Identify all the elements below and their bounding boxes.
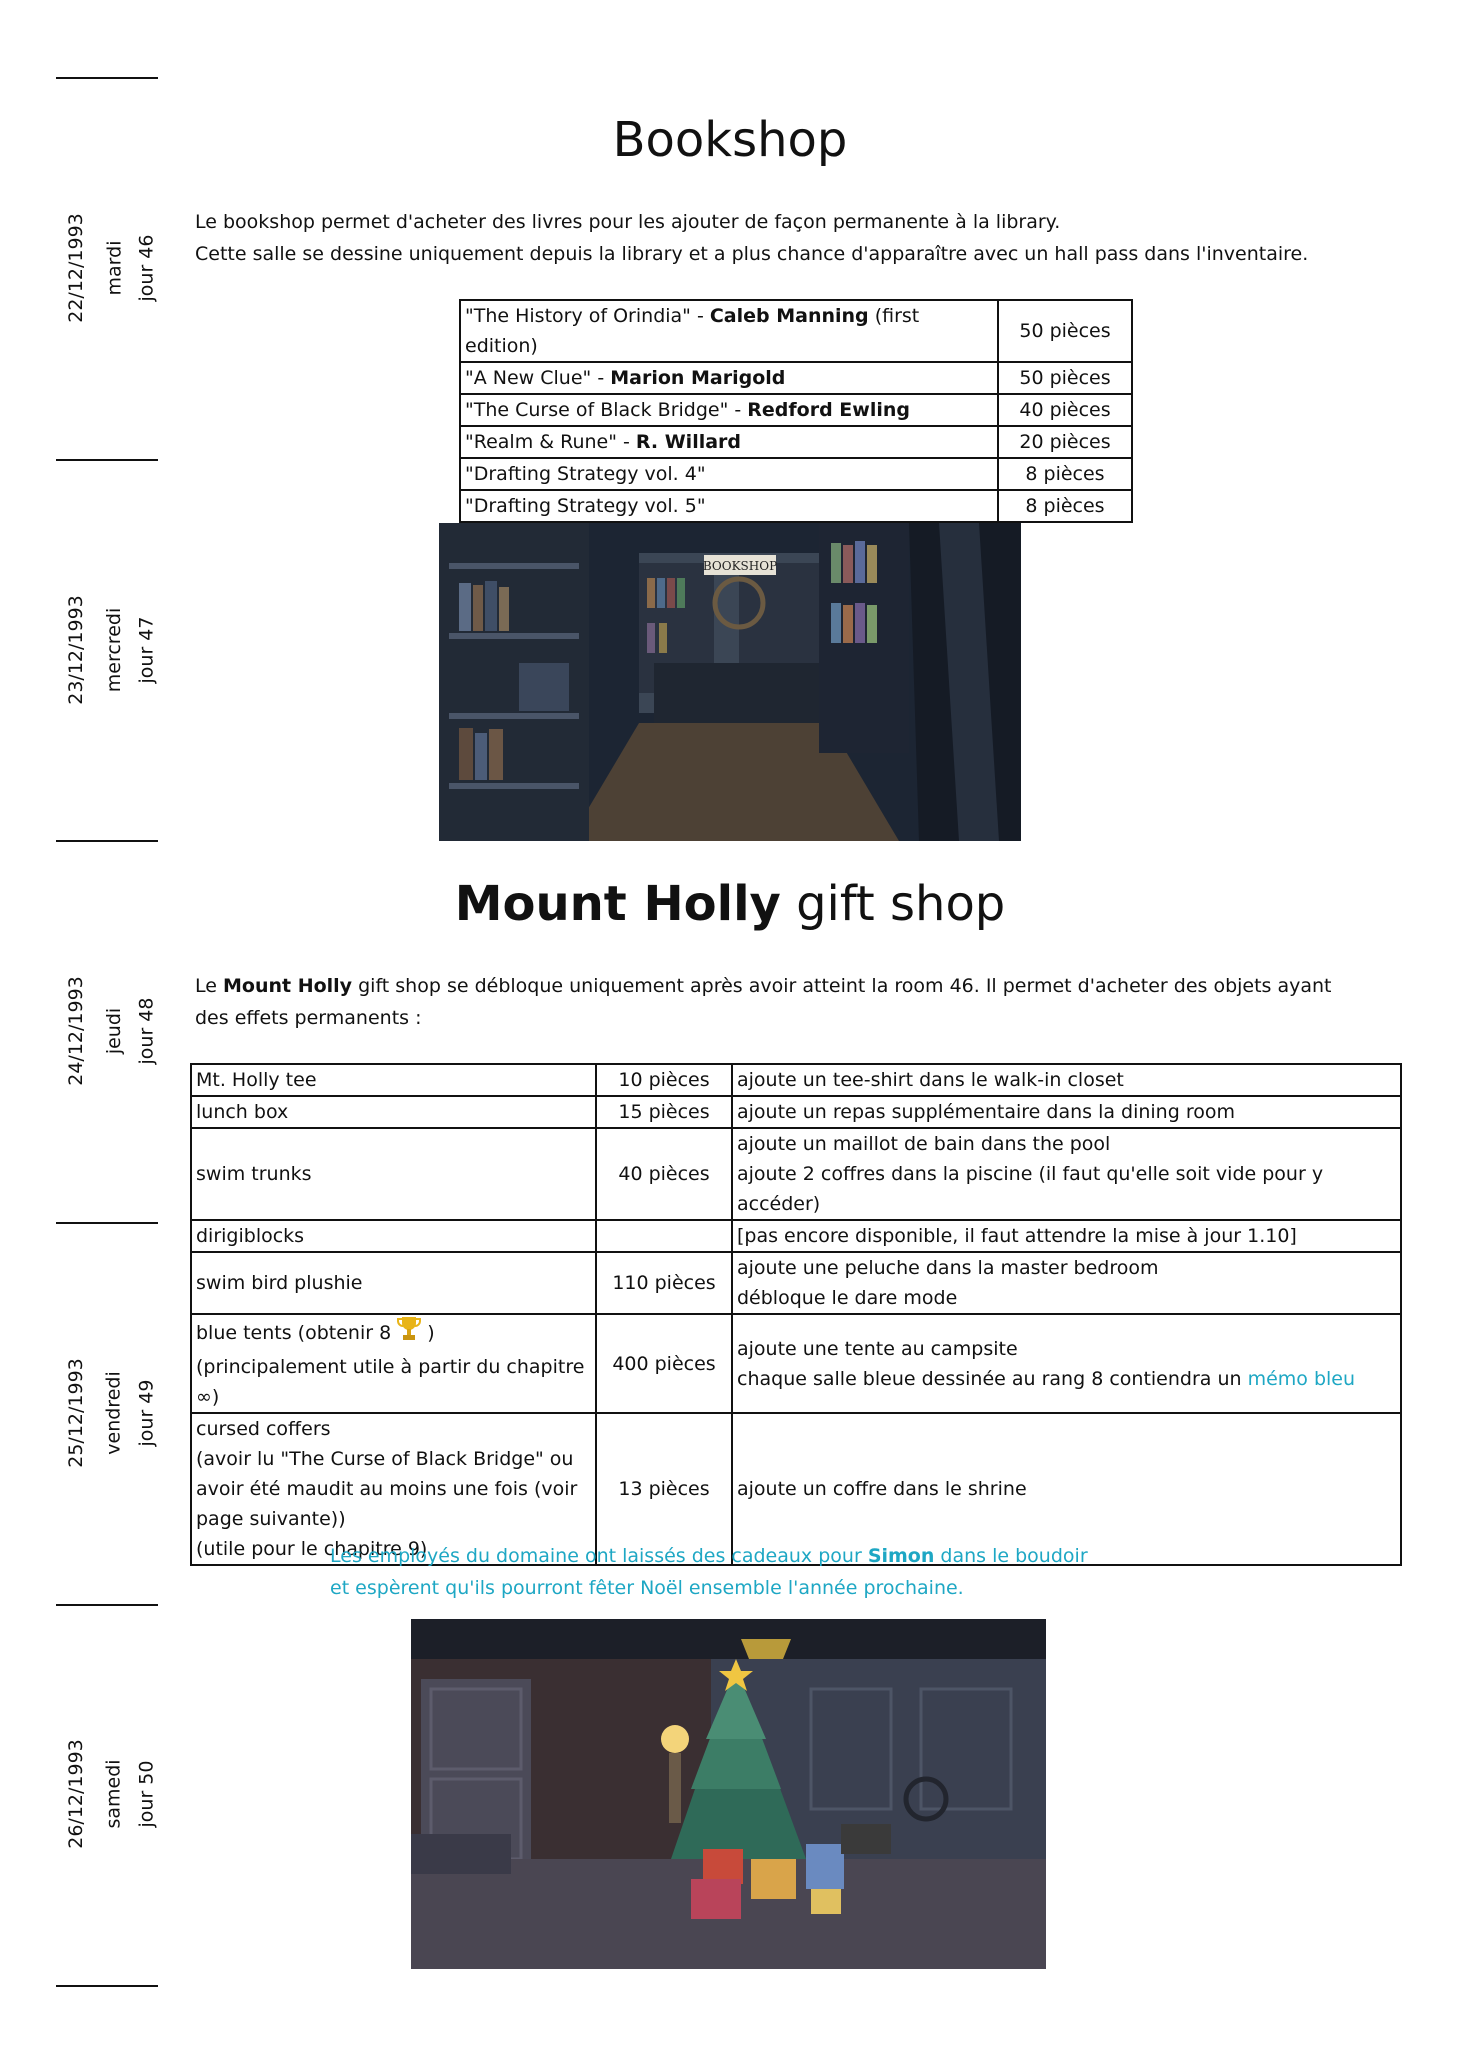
sidebar-separator [56, 459, 158, 461]
table-row [460, 362, 1132, 394]
sidebar-day-49 [56, 1353, 158, 1473]
price-cell: 8 pièces [998, 490, 1132, 522]
item-name: swim bird plushie [191, 1252, 596, 1314]
item-price: 15 pièces [596, 1096, 732, 1128]
book-cell: "The Curse of Black Bridge" - Redford Ewling [460, 394, 998, 426]
item-price: 40 pièces [596, 1128, 732, 1220]
item-effect: ajoute un tee-shirt dans le walk-in closet [732, 1064, 1401, 1096]
table-row [191, 1096, 1401, 1128]
item-price: 400 pièces [596, 1314, 732, 1413]
table-row [191, 1252, 1401, 1314]
trophy-icon [397, 1315, 421, 1352]
table-row [191, 1064, 1401, 1096]
item-name: swim trunks [191, 1128, 596, 1220]
item-price: 13 pièces [596, 1413, 732, 1565]
sidebar-separator [56, 1222, 158, 1224]
item-effect: ajoute une tente au campsite chaque salle bleue dessinée au rang 8 contiendra un mémo bleu [732, 1314, 1401, 1413]
book-cell: "A New Clue" - Marion Marigold [460, 362, 998, 394]
bookshop-line-1: Le bookshop permet d'acheter des livres pour les ajouter de façon permanente à la library. [195, 211, 1061, 233]
giftshop-table [190, 1063, 1402, 1566]
book-cell: "The History of Orindia" - Caleb Manning (first edition) [460, 300, 998, 362]
giftshop-title: Mount Holly gift shop [454, 876, 1006, 932]
day-weekday: mercredi [103, 607, 125, 693]
bookshop-image [439, 523, 1021, 841]
day-weekday: vendredi [103, 1371, 125, 1455]
bookshop-table [459, 299, 1133, 523]
blue-memo-link[interactable]: mémo bleu [1247, 1367, 1356, 1390]
sidebar-separator [56, 1985, 158, 1987]
item-effect: ajoute un repas supplémentaire dans la dining room [732, 1096, 1401, 1128]
sidebar-day-47 [56, 590, 158, 710]
price-cell: 40 pièces [998, 394, 1132, 426]
day-date: 24/12/1993 [65, 976, 88, 1086]
bookshop-sign: BOOKSHOP [702, 559, 778, 573]
item-name: Mt. Holly tee [191, 1064, 596, 1096]
item-effect: ajoute un maillot de bain dans the pool ajoute 2 coffres dans la piscine (il faut qu'elle soit vide pour y accéder) [732, 1128, 1401, 1220]
item-name: lunch box [191, 1096, 596, 1128]
price-cell: 20 pièces [998, 426, 1132, 458]
item-effect: ajoute un coffre dans le shrine [732, 1413, 1401, 1565]
bookshop-line-2: Cette salle se dessine uniquement depuis la library et a plus chance d'apparaître avec un hall pass dans l'inventaire. [195, 243, 1309, 265]
day-number: jour 50 [135, 1760, 158, 1828]
table-row [460, 426, 1132, 458]
day-weekday: mardi [103, 240, 125, 296]
price-cell: 50 pièces [998, 362, 1132, 394]
boudoir-scene [411, 1619, 1046, 1969]
bookshop-title: Bookshop [612, 112, 848, 168]
boudoir-image [411, 1619, 1046, 1969]
sidebar-separator [56, 840, 158, 842]
giftshop-intro: Le Mount Holly gift shop se débloque uniquement après avoir atteint la room 46. Il permet d'acheter des objets ayant des effets permanents : [195, 975, 1332, 1029]
bookshop-scene [439, 523, 1021, 841]
sidebar-day-48 [56, 971, 158, 1091]
day-weekday: jeudi [103, 1007, 126, 1055]
item-effect: ajoute une peluche dans la master bedroom débloque le dare mode [732, 1252, 1401, 1314]
table-row [191, 1314, 1401, 1413]
item-price: 10 pièces [596, 1064, 732, 1096]
table-row [191, 1220, 1401, 1252]
sidebar-day-46 [56, 208, 158, 328]
item-name: blue tents (obtenir 8 ) (principalement utile à partir du chapitre ∞) [191, 1314, 596, 1413]
day-date: 22/12/1993 [65, 213, 88, 323]
day-date: 26/12/1993 [65, 1739, 88, 1849]
day-number: jour 49 [135, 1379, 158, 1447]
table-row [460, 300, 1132, 362]
table-row [460, 394, 1132, 426]
bookshop-description [195, 206, 1308, 270]
sidebar-separator [56, 77, 158, 79]
day-date: 25/12/1993 [65, 1358, 88, 1468]
day-number: jour 48 [135, 997, 158, 1065]
item-name: dirigiblocks [191, 1220, 596, 1252]
day-date: 23/12/1993 [65, 595, 88, 705]
table-row [191, 1128, 1401, 1220]
book-cell: "Drafting Strategy vol. 4" [460, 458, 998, 490]
day-number: jour 47 [135, 616, 158, 684]
day-number: jour 46 [135, 234, 158, 302]
christmas-note: Les employés du domaine ont laissés des cadeaux pour Simon dans le boudoir et espèrent qu'ils pourront fêter Noël ensemble l'année prochaine. [330, 1545, 1088, 1599]
price-cell: 50 pièces [998, 300, 1132, 362]
sidebar-day-50 [56, 1734, 158, 1854]
book-cell: "Realm & Rune" - R. Willard [460, 426, 998, 458]
item-effect: [pas encore disponible, il faut attendre la mise à jour 1.10] [732, 1220, 1401, 1252]
price-cell: 8 pièces [998, 458, 1132, 490]
table-row [460, 490, 1132, 522]
item-price [596, 1220, 732, 1252]
item-price: 110 pièces [596, 1252, 732, 1314]
sidebar-separator [56, 1604, 158, 1606]
table-row [460, 458, 1132, 490]
book-cell: "Drafting Strategy vol. 5" [460, 490, 998, 522]
item-name: cursed coffers (avoir lu "The Curse of Black Bridge" ou avoir été maudit au moins une fois (voir page suivante)) (utile pour le chapitre 9) [191, 1413, 596, 1565]
day-weekday: samedi [103, 1759, 125, 1829]
